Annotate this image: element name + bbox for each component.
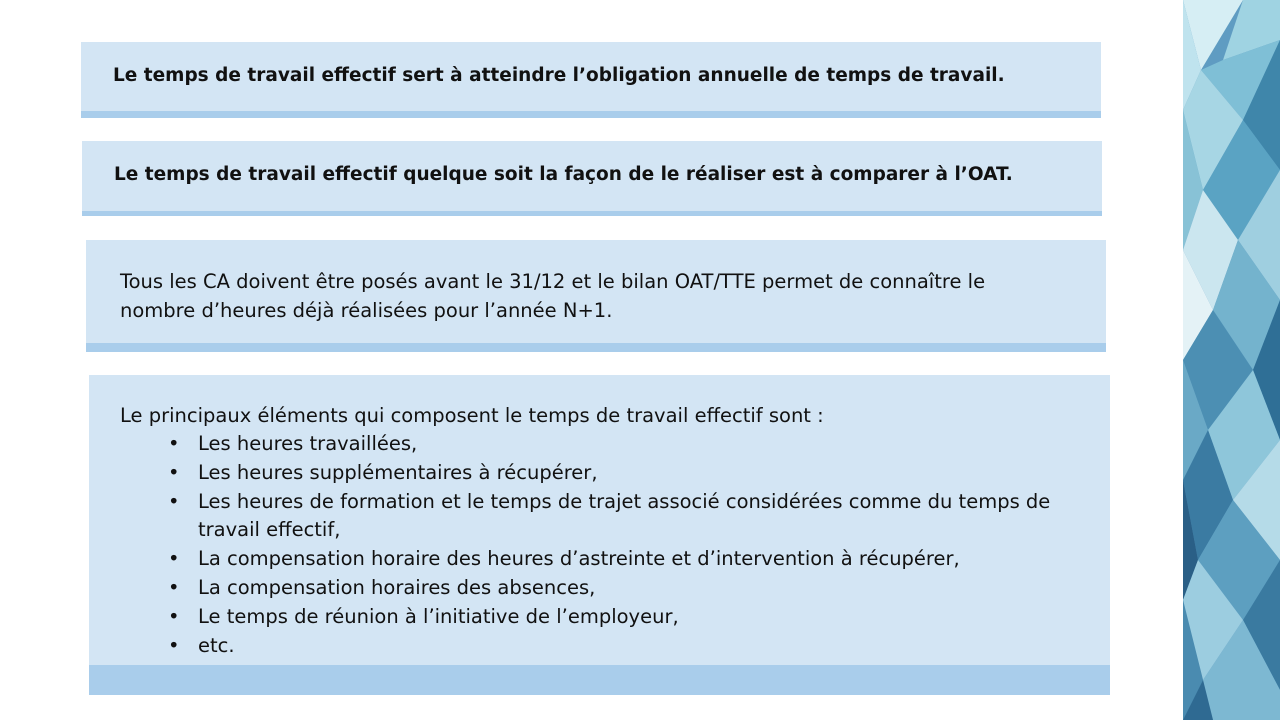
list-item: • Les heures de formation et le temps de trajet associé considérées comme du temps de travail effectif,: [168, 488, 1078, 546]
elements-intro: Le principaux éléments qui composent le temps de travail effectif sont :: [120, 404, 824, 427]
box-accent-bar: [82, 211, 1102, 216]
statement-text-1: Le temps de travail effectif sert à atteindre l’obligation annuelle de temps de travail.: [113, 65, 1005, 86]
list-item: • Les heures travaillées,: [168, 430, 1078, 459]
statement-box-2: [82, 141, 1102, 216]
list-item: • La compensation horaires des absences,: [168, 574, 1078, 603]
box-accent-bar: [89, 665, 1110, 695]
statement-text-2: Le temps de travail effectif quelque soit la façon de le réaliser est à comparer à l’OAT.: [114, 164, 1013, 185]
paragraph-text: Tous les CA doivent être posés avant le 31/12 et le bilan OAT/TTE permet de connaître le nombre d’heures déjà réalisées pour l’année N+1.: [120, 270, 986, 322]
list-item: • Le temps de réunion à l’initiative de l’employeur,: [168, 603, 1078, 632]
elements-box: [89, 375, 1110, 695]
elements-list: [168, 430, 1078, 660]
box-accent-bar: [81, 111, 1101, 118]
box-accent-bar: [86, 343, 1106, 352]
list-item: • La compensation horaire des heures d’astreinte et d’intervention à récupérer,: [168, 545, 1078, 574]
list-item: • Les heures supplémentaires à récupérer,: [168, 459, 1078, 488]
paragraph-box: [86, 240, 1106, 352]
list-item: • etc.: [168, 632, 1078, 661]
decorative-polygon-pattern: [1183, 0, 1280, 720]
statement-box-1: [81, 42, 1101, 118]
